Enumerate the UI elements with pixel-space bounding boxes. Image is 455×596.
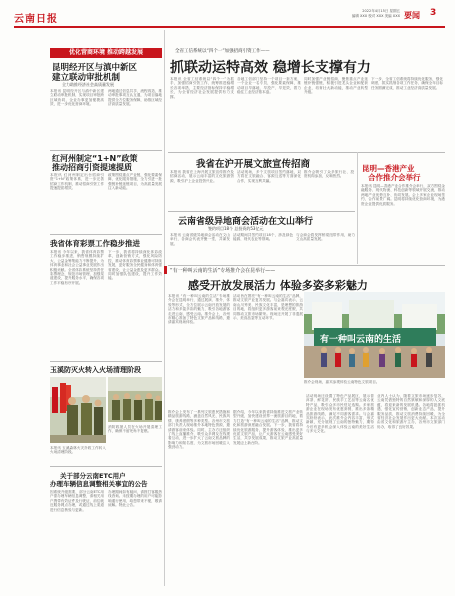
tourism-body-col3: 推介会上发布了一系列文旅惠民措施和精品旅游线路，涵盖自然风光、民族风情、康养度假等多种类型。各州市文旅部门负责人现场推介本地特色资源，邀请游客前来体验。同时，主办方还组织了线上直播推介，吸引众多网友在线观看互动，进一步扩大了云南文旅品牌的影响力和知名度，为文旅市场回暖注入强劲动力。 xyxy=(168,410,230,450)
honghe-headline-1: 红河州制定“1+N”政策 xyxy=(52,154,138,163)
kunming-headline-1: 昆明经开区与滇中新区 xyxy=(52,63,138,73)
tourism-photo xyxy=(304,292,445,378)
column-divider xyxy=(164,30,165,586)
main-body-col3: 同时加强产业链招商，聚焦重点产业延链补链强链，积极引进龙头企业和配套企业，培育壮大新动能，推动产业转型升级。 xyxy=(304,77,368,95)
etc-body-col2: 办理期间如有疑问，请拨打客服热线咨询。未按期办理的用户可能影响通行使用，给您带来不便，敬请谅解。特此公告。 xyxy=(108,490,162,508)
masthead-date: 2022年4月15日 星期五 xyxy=(362,9,400,13)
kunming-hk-headline-2: 合作推介会举行 xyxy=(368,173,421,182)
masthead-rule xyxy=(14,26,445,28)
firefighters-photo-left xyxy=(50,377,106,443)
trade-body-col1: 本报讯 云南省级异地商会活动在文山举行，各商会代表齐聚一堂，共谋发展。 xyxy=(170,233,230,246)
tax-body-col1: 本报讯 今年以来，我省体育彩票工作稳步推进，销售规模持续扩大，公益金筹集能力不断提升，为体育事业和社会公益事业发展作出积极贡献。全省体彩系统坚持责任彩票理念，规范市场管理，加强渠道建设，提升服务水平，确保各项工作平稳有序开展。 xyxy=(50,250,104,285)
tourism-body-col6: 业内人士认为，随着文旅市场逐步复苏，云南凭借独特的自然禀赋和深厚的人文底蕴，将迎来新的发展机遇。各地将抢抓机遇，强化宣传营销，创新业态产品，提升服务品质，推动文旅消费持续回暖，为全省经济社会发展作出更大贡献。本次活动由省文化和旅游厅主办，各州市文旅部门协办，取得了良好效果。 xyxy=(377,394,445,429)
wenshan-body-col3: 推介会吸引了众多旅行社、投资机构参加，反响热烈。 xyxy=(304,170,354,179)
tourism-photo-text: 有一种叫云南的生活 xyxy=(320,335,402,345)
tourism-body-col1: 本报讯 “有一种叫云南的生活”专场推介会在昆明举行，通过展演、推介、体验等形式，全方位展示云南开放发展的活力和多姿多彩的魅力，吸引各地游客走进云南、感受云南。推介会上，各州市精心准备了特色文旅产品和线路，邀请嘉宾现场体验。 xyxy=(168,294,230,325)
trade-subhead: 签约项目18个 总投资约53亿元 xyxy=(208,226,264,231)
masthead-info xyxy=(330,9,400,19)
main-kicker: 全省工信系统以“四个一”加强招商引资工作—— xyxy=(175,49,270,54)
divider xyxy=(168,211,355,212)
divider xyxy=(50,150,162,151)
main-headline: 抓联动运特高效 稳增长支撑有力 xyxy=(170,60,371,76)
masthead-logo: 云南日报 xyxy=(14,14,58,25)
main-body-col1: 本报讯 全省工信系统以“四个一”为抓手，加强招商引资工作，统筹推进稳增长各项举措，主要经济指标保持平稳增长，为全省经济社会发展提供有力支撑。 xyxy=(170,77,234,99)
wenshan-headline: 我省在沪开展文旅宣传招商 xyxy=(196,159,311,170)
trade-body-col3: 与会商会将发挥桥梁纽带作用，助力文山高质量发展。 xyxy=(296,233,355,242)
masthead-page-number: 3 xyxy=(430,8,437,18)
tax-body-col2: 下一步，我省将持续深化体彩改革，创新营销方式，强化风险防控，推动体育彩票事业健康可持续发展，更好服务全民健身和体育强省建设，让公益金惠及更多群众。同时加强队伍建设，提升工作效能。 xyxy=(108,250,162,281)
yuxi-caption: 消防救援人员在火场开展清理工作，确保不留死角不复燃。 xyxy=(108,425,162,434)
divider xyxy=(50,234,162,235)
kunming-body-col2: 两地通过信息共享、流程再造，推动审批事项互认互通，为项目落地提供全方位服务保障，助推区域经济高质量发展。 xyxy=(108,89,162,107)
firefighters-photo-right xyxy=(108,377,162,422)
trade-body-col2: 活动期间共签约项目18个，涉及绿色能源、现代农业等领域。 xyxy=(233,233,293,242)
tourism-body-col5: 活动现场还设置了特色产品展区，展示普洱茶、鲜花饼、民族手工艺品等云南名优特产品，吸引众多市民驻足选购。多家旅游企业在现场发布优惠套餐，推出多条精品旅游线路，满足不同游客需求。与会嘉宾纷纷表示，此次推介会内容丰富、形式新颖，充分展现了云南的独特魅力，期待今后有更多机会深入体验云南的美好生活与多元文化。 xyxy=(306,394,374,434)
kunming-headline-2: 建立联动审批机制 xyxy=(52,73,121,83)
trade-headline: 云南省级异地商会活动在文山举行 xyxy=(178,217,314,227)
divider xyxy=(168,152,445,153)
masthead-editors: 编辑 XXX 校对 XXX 美编 XXX xyxy=(351,14,400,18)
tourism-kicker-mark xyxy=(164,266,167,274)
divider xyxy=(50,466,162,467)
wenshan-body-col2: 活动现场，多个文旅项目签约落地，双方将在文旅融合、客源互送等方面深化合作，实现互利共赢。 xyxy=(237,170,301,183)
honghe-body-col2: 政策围绕重点产业链，强化要素保障，优化服务措施，全力引进一批强链补链延链项目，为高质量发展注入新动能。 xyxy=(108,173,162,191)
wenshan-body-col1: 本报讯 我省在上海开展文旅宣传推介及招商活动，展示云南丰富的文化旅游资源，吸引沪上企业投资兴业。 xyxy=(170,170,234,183)
kunming-subhead: 全力助推经济社会高质量发展 xyxy=(62,82,114,87)
honghe-headline-2: 推动招商引资提速提质 xyxy=(52,163,132,172)
masthead-section: 要闻 xyxy=(404,11,420,20)
divider xyxy=(50,361,162,362)
tourism-headline: 感受开放发展活力 体验多姿多彩魅力 xyxy=(188,279,368,292)
divider xyxy=(168,265,445,266)
main-body-col2: 各地工信部门坚持一个项目一套方案，一个企业一名专员，强化要素保障，推动项目早落地、早投产、早见效，着力稳住工业经济基本盘。 xyxy=(237,77,301,95)
etc-headline-2: 办理车辆信息调整相关事宜的公告 xyxy=(50,480,148,488)
yuxi-headline: 玉溪防灭火转入火场清理阶段 xyxy=(50,366,141,374)
honghe-body-col1: 本报讯 红河州制定出台招商引资“1+N”政策体系，进一步完善招商工作机制，推动招商引资工作提速提质增效。 xyxy=(50,173,104,191)
tourism-body-col2: 活动旨在擦亮“有一种叫云南的生活”品牌，推动文旅产业复苏发展。与会嘉宾表示，云南山川秀美、民族文化丰富，是理想的旅游目的地，将组织更多游客前来观光度假，共同推动文旅市场繁荣。现场还开展了非遗展示、美食品鉴等互动环节。 xyxy=(233,294,303,321)
kunming-hk-body: 本报讯 昆明—香港产业合作推介会举行，双方围绕金融服务、现代物流、科技创新等领域开展交流，推动两地产业优势互补、协同发展。会上多家企业现场签约，合作前景广阔。昆明将持续优化营商环境，为港资企业提供优质服务。 xyxy=(361,184,445,206)
tax-headline: 我省体育彩票工作稳步推进 xyxy=(50,239,140,248)
main-body-col4: 下一步，全省工信系统将持续优化服务，强化调度，抓实抓细各项工作任务，确保全年目标任务圆满完成，推动工业经济高质量发展。 xyxy=(371,77,443,90)
kunming-body-col1: 本报讯 昆明经开区与滇中新区建立联动审批机制，实现项目审批跨区域协同，企业办事更加便捷高效，进一步优化营商环境。 xyxy=(50,89,104,107)
kunming-hk-headline-1: 昆明—香港产业 xyxy=(362,164,415,173)
etc-body-col1: 因系统升级需要，部分云南ETC用户需办理车辆信息调整，请相关用户携带有效证件及行驶证，前往就近服务网点办理，或通过线上渠道进行信息核验与更新。 xyxy=(50,490,104,512)
tourism-photo-caption: 推介会现场，嘉宾参观体验云南特色文旅项目。 xyxy=(304,380,380,384)
kunming-banner: 优化营商环境 推动跨越发展 xyxy=(50,48,162,58)
column-divider xyxy=(357,152,358,264)
yuxi-body: 本报讯 玉溪森林火灾扑救工作转入火场清理阶段。 xyxy=(50,446,106,455)
etc-headline-1: 关于部分云南ETC用户 xyxy=(60,472,126,480)
tourism-body-col4: 据介绍，今年以来我省持续推进文旅产业转型升级，加快建设世界一流旅游目的地，着力打造“有一种叫云南的生活”品牌，推动文化和旅游深度融合发展。下一步，我省将持续优化旅游服务，提升游客体验，推出更多优质文旅产品，让广大游客在云南感受美好生活，共享发展成果，推动文旅产业高质量发展迈上新台阶。 xyxy=(233,410,303,445)
tourism-kicker: “有一种叫云南的生活”专场推介会在昆举行—— xyxy=(170,268,276,274)
